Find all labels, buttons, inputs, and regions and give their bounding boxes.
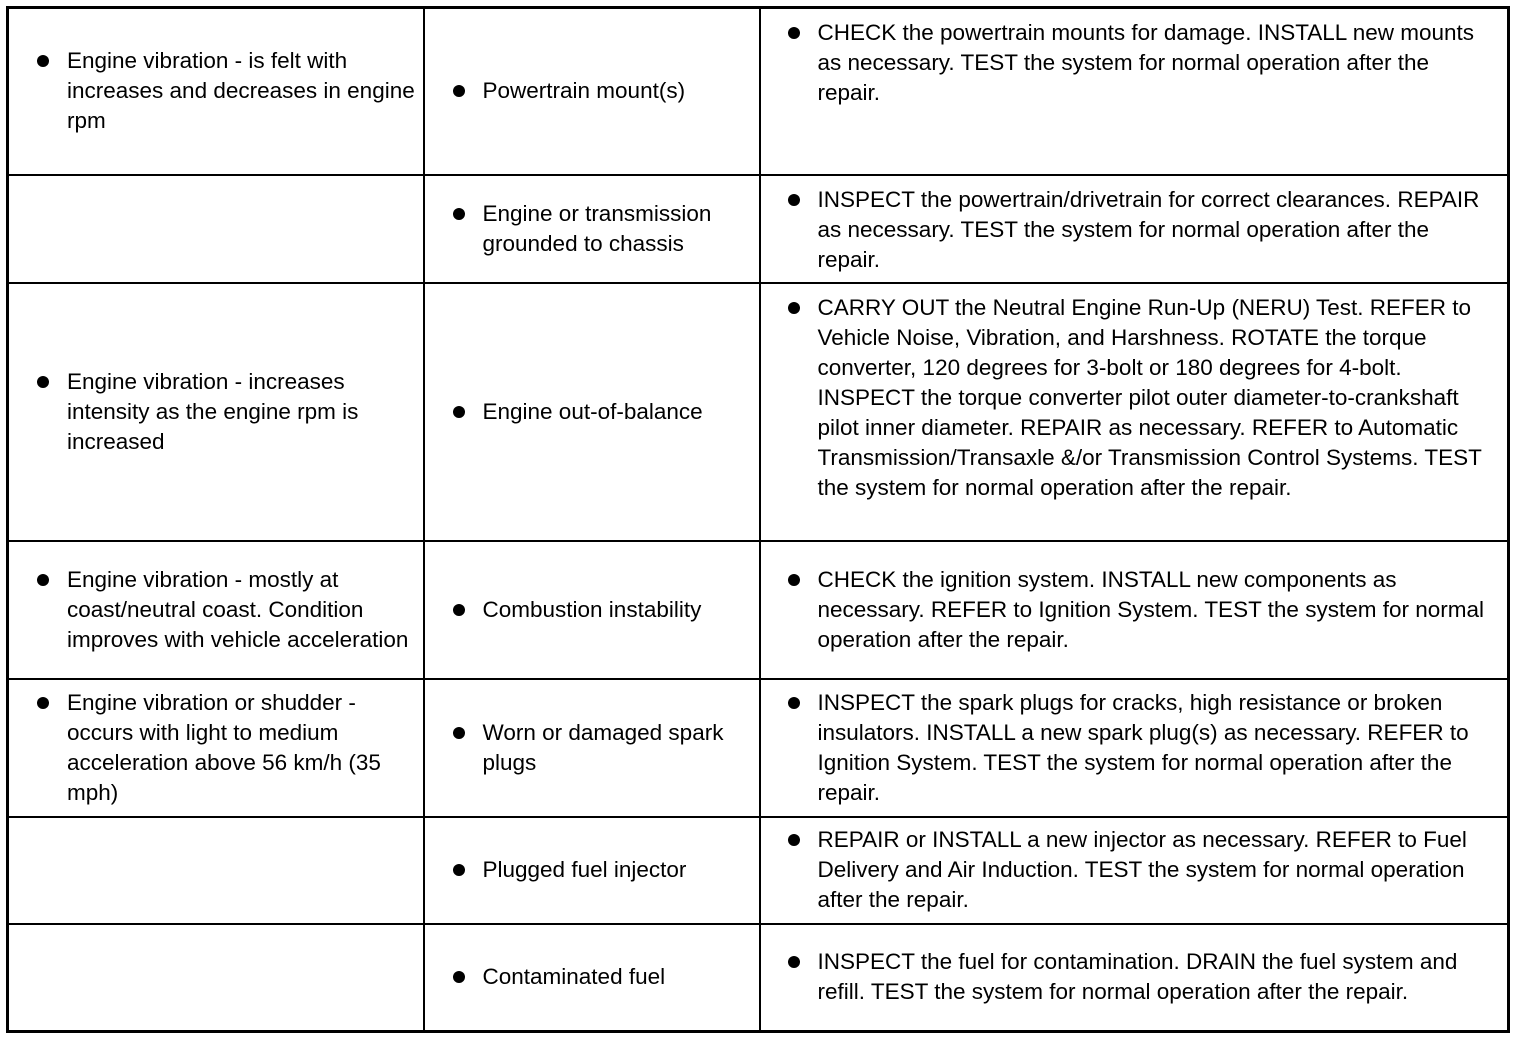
bullet-icon [788,27,800,39]
source-cell [424,8,760,175]
bullet-icon [37,574,49,586]
bullet-icon [37,55,49,67]
condition-cell [8,541,424,679]
condition-text: Engine vibration - increases intensity as the engine rpm is increased [67,368,359,454]
source-text: Combustion instability [482,596,702,622]
action-text: CHECK the powertrain mounts for damage. INSTALL new mounts as necessary. TEST the system for normal operation after the repair. [817,20,1475,105]
action-text: INSPECT the powertrain/drivetrain for correct clearances. REPAIR as necessary. TEST the system for normal operation after the repair. [817,186,1480,272]
table-row [8,541,1509,679]
condition-cell [8,679,424,817]
source-text: Engine or transmission grounded to chassis [482,200,712,256]
table-row [8,817,1509,924]
source-cell [424,541,760,679]
condition-text: Engine vibration or shudder - occurs with light to medium acceleration above 56 km/h (35 mph) [67,689,381,805]
source-cell [424,283,760,541]
action-cell [760,283,1509,541]
condition-text: Engine vibration - mostly at coast/neutral coast. Condition improves with vehicle acceleration [67,566,409,652]
bullet-icon [788,697,800,709]
action-text: CHECK the ignition system. INSTALL new components as necessary. REFER to Ignition System. TEST the system for normal operation after the repair. [817,566,1484,652]
source-text: Worn or damaged spark plugs [482,719,724,775]
action-text: REPAIR or INSTALL a new injector as necessary. REFER to Fuel Delivery and Air Induction. TEST the system for normal operation after the repair. [817,827,1467,912]
condition-cell [8,924,424,1032]
bullet-icon [788,302,800,314]
bullet-icon [788,194,800,206]
source-text: Plugged fuel injector [482,857,687,882]
condition-cell [8,283,424,541]
action-cell [760,541,1509,679]
source-cell [424,679,760,817]
table-row [8,175,1509,283]
action-text: CARRY OUT the Neutral Engine Run-Up (NERU) Test. REFER to Vehicle Noise, Vibration, and Harshness. ROTATE the torque converter, 120 degrees for 3-bolt or 180 degrees for 4-bolt. INSPECT the torque converter pilot outer diameter-to-crankshaft pilot inner diameter. REPAIR as necessary. REFER to Automatic Transmission/Transaxle &/or Transmission Control Systems. TEST the system for normal operation after the repair. [817,294,1482,500]
action-cell [760,175,1509,283]
table-row [8,283,1509,541]
source-text: Contaminated fuel [482,964,666,990]
action-cell [760,817,1509,924]
bullet-icon [453,604,465,616]
bullet-icon [453,406,465,418]
table-row [8,924,1509,1032]
bullet-icon [37,376,49,388]
source-cell [424,924,760,1032]
bullet-icon [453,864,465,876]
bullet-icon [453,971,465,983]
table-row [8,8,1509,175]
bullet-icon [453,727,465,739]
source-text: Engine out-of-balance [482,398,703,424]
diagnostic-table [6,6,1510,1033]
condition-cell [8,175,424,283]
action-cell [760,8,1509,175]
bullet-icon [788,574,800,586]
action-cell [760,679,1509,817]
bullet-icon [453,85,465,97]
action-text: INSPECT the spark plugs for cracks, high resistance or broken insulators. INSTALL a new spark plug(s) as necessary. REFER to Ignition System. TEST the system for normal operation after the repair. [817,689,1469,805]
bullet-icon [788,834,800,846]
source-cell [424,817,760,924]
condition-text: Engine vibration - is felt with increases and decreases in engine rpm [67,48,415,134]
condition-cell [8,8,424,175]
action-cell [760,924,1509,1032]
source-cell [424,175,760,283]
action-text: INSPECT the fuel for contamination. DRAIN the fuel system and refill. TEST the system for normal operation after the repair. [817,949,1458,1005]
bullet-icon [453,208,465,220]
source-text: Powertrain mount(s) [482,78,686,104]
bullet-icon [788,956,800,968]
table-row [8,679,1509,817]
bullet-icon [37,697,49,709]
condition-cell [8,817,424,924]
